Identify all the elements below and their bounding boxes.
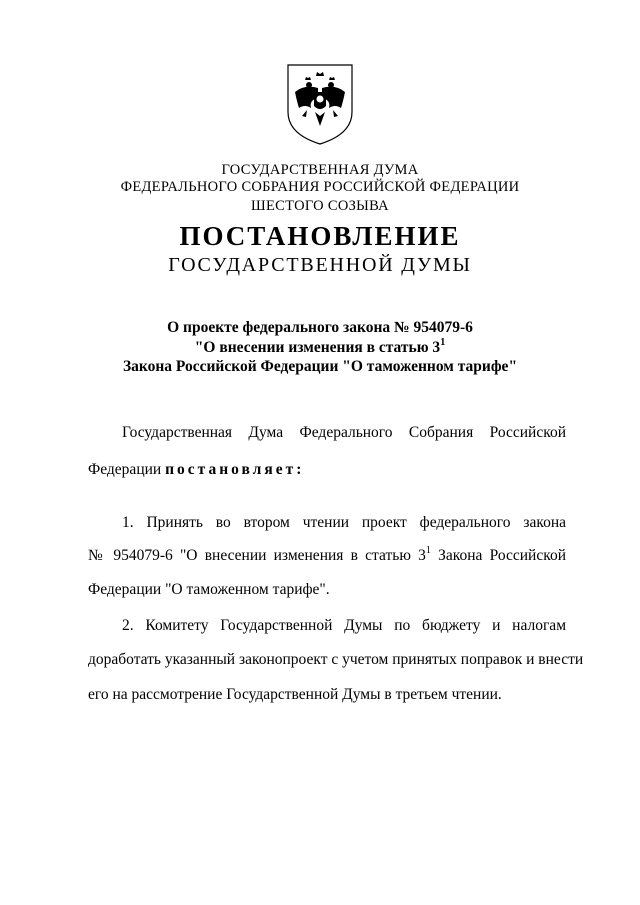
paragraph-0-line-2-start: Федерации [88, 461, 166, 478]
header-line-3: ШЕСТОГО СОЗЫВА [251, 198, 389, 214]
paragraph-1-line-2-end: Закона Российской [430, 547, 567, 564]
double-headed-eagle-emblem-icon [285, 62, 355, 146]
document-subtitle: ГОСУДАРСТВЕННОЙ ДУМЫ [168, 254, 472, 276]
about-line-2 [0, 338, 640, 358]
about-line-2-superscript: 1 [440, 337, 446, 348]
paragraph-1-line-2-superscript: 1 [425, 545, 431, 556]
paragraph-2-line-2: доработать указанный законопроект с учетом принятых поправок и внести [88, 651, 584, 668]
header-line-2: ФЕДЕРАЛЬНОГО СОБРАНИЯ РОССИЙСКОЙ ФЕДЕРАЦИИ [120, 179, 520, 195]
paragraph-2-line-3: его на рассмотрение Государственной Думы в третьем чтении. [88, 686, 502, 703]
about-line-3: Закона Российской Федерации "О таможенном тарифе" [122, 358, 518, 375]
paragraph-0-line-2 [88, 460, 566, 480]
paragraph-1-line-3: Федерации "О таможенном тарифе". [88, 581, 330, 598]
document-title: ПОСТАНОВЛЕНИЕ [179, 221, 461, 251]
paragraph-1-line-1: 1. Принять во втором чтении проект федерального закона [122, 514, 566, 531]
decree-verb: постановляет: [165, 461, 305, 478]
paragraph-1-line-2-text: № 954079-6 "О внесении изменения в статью 3 [88, 547, 426, 564]
header-line-1: ГОСУДАРСТВЕННАЯ ДУМА [221, 162, 419, 178]
paragraph-2-line-1: 2. Комитету Государственной Думы по бюджету и налогам [122, 617, 566, 634]
about-line-2-text: "О внесении изменения в статью 3 [194, 339, 441, 356]
paragraph-1-line-2 [88, 546, 566, 566]
about-line-1: О проекте федерального закона № 954079-6 [167, 319, 473, 336]
paragraph-0-line-1: Государственная Дума Федерального Собрания Российской [122, 424, 566, 441]
